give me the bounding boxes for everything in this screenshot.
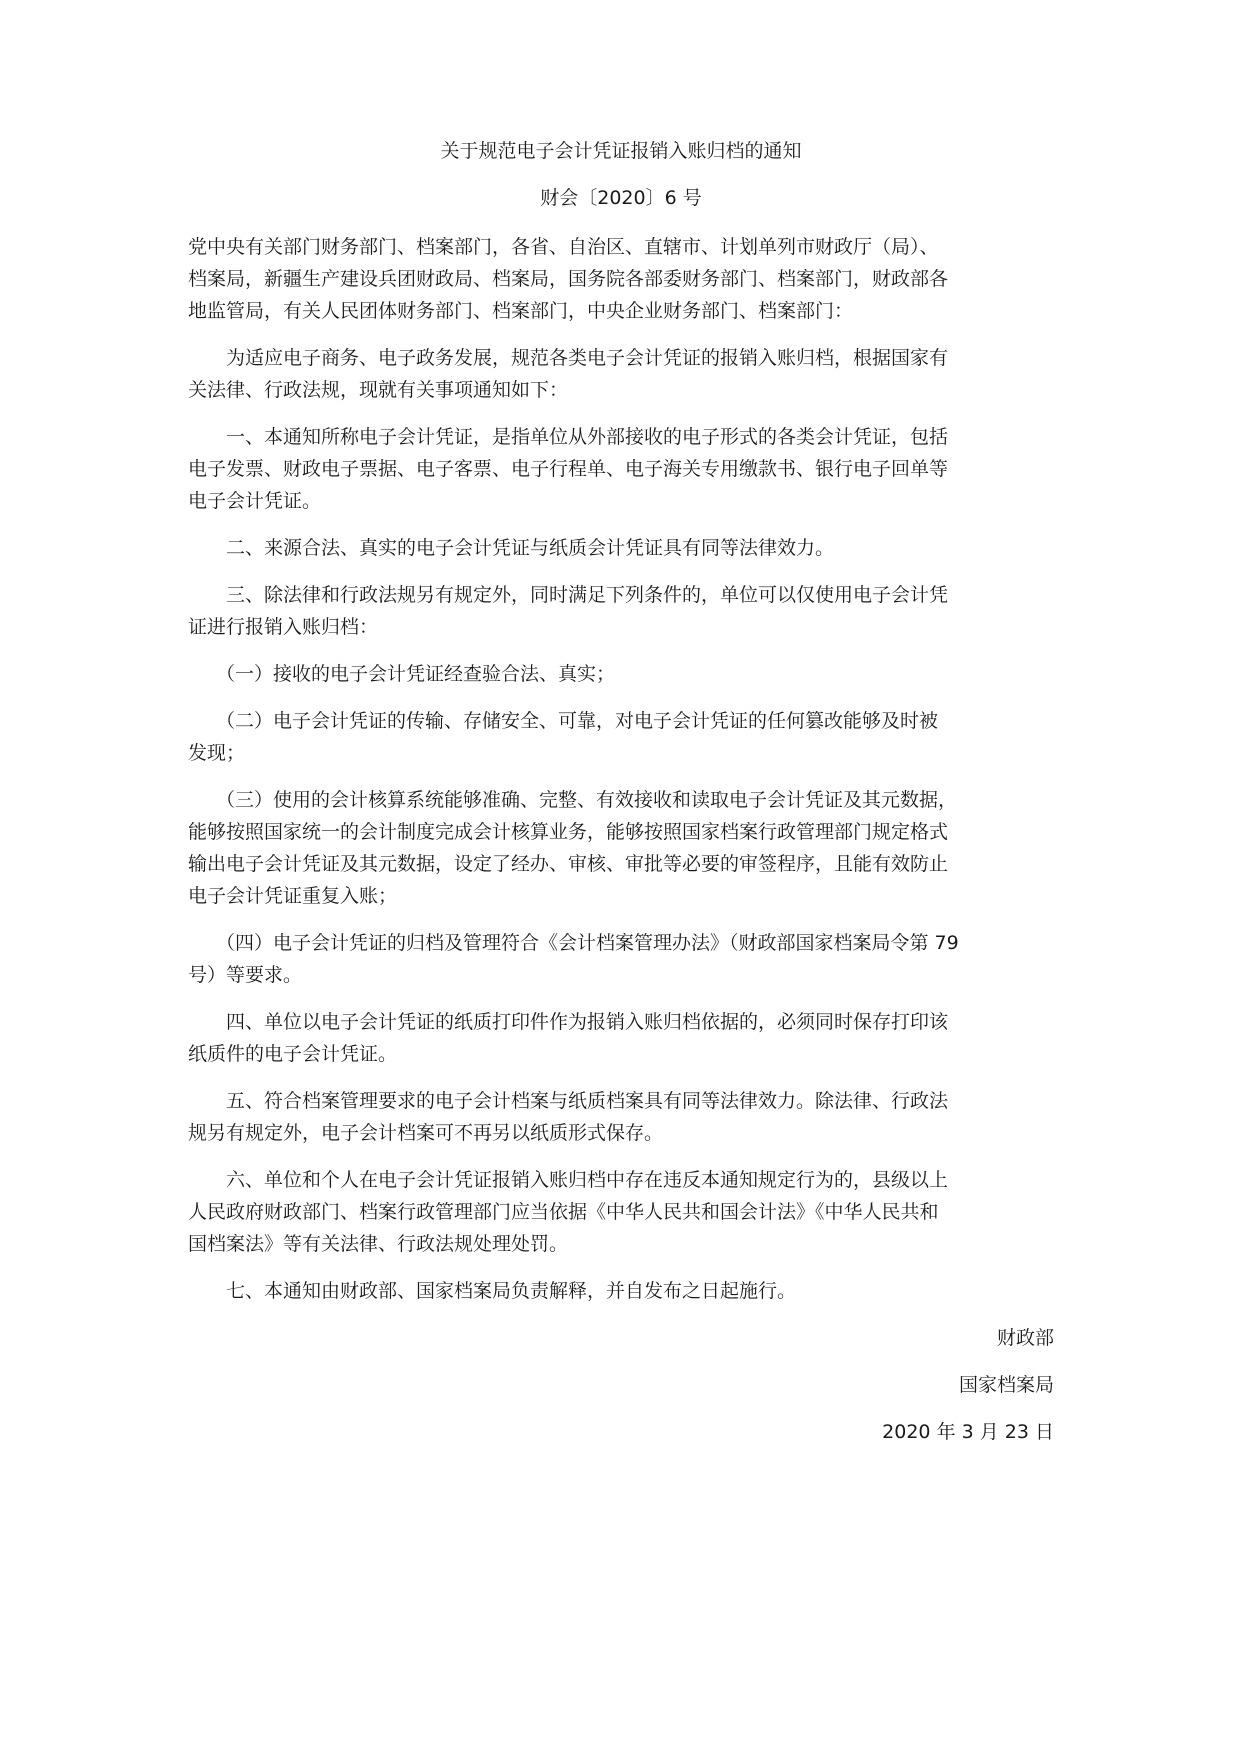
issuer-national-archives: 国家档案局 bbox=[958, 1374, 1054, 1396]
item6-line: 国档案法》等有关法律、行政法规处理处罚。 bbox=[188, 1233, 569, 1255]
item3-line: 证进行报销入账归档： bbox=[188, 616, 379, 638]
item4-line: 四、单位以电子会计凭证的纸质打印件作为报销入账归档依据的，必须同时保存打印该 bbox=[226, 1011, 949, 1033]
item7-line: 七、本通知由财政部、国家档案局负责解释，并自发布之日起施行。 bbox=[226, 1280, 797, 1302]
condition4-line: 号）等要求。 bbox=[188, 964, 303, 986]
document-title: 关于规范电子会计凭证报销入账归档的通知 bbox=[440, 140, 802, 162]
condition2-line: 发现； bbox=[188, 742, 246, 764]
issue-date: 2020 年 3 月 23 日 bbox=[882, 1421, 1054, 1443]
item4-line: 纸质件的电子会计凭证。 bbox=[188, 1043, 398, 1065]
addressees-line: 档案局，新疆生产建设兵团财政局、档案局，国务院各部委财务部门、档案部门，财政部各 bbox=[188, 268, 949, 290]
item1-line: 电子会计凭证。 bbox=[188, 490, 322, 512]
item5-line: 五、符合档案管理要求的电子会计档案与纸质档案具有同等法律效力。除法律、行政法 bbox=[226, 1090, 949, 1112]
condition3-line: 输出电子会计凭证及其元数据，设定了经办、审核、审批等必要的审签程序，且能有效防止 bbox=[188, 853, 949, 875]
item1-line: 一、本通知所称电子会计凭证，是指单位从外部接收的电子形式的各类会计凭证，包括 bbox=[226, 426, 949, 448]
condition2-line: （二）电子会计凭证的传输、存储安全、可靠，对电子会计凭证的任何篡改能够及时被 bbox=[216, 710, 939, 732]
condition3-line: 电子会计凭证重复入账； bbox=[188, 885, 398, 907]
condition3-line: 能够按照国家统一的会计制度完成会计核算业务，能够按照国家档案行政管理部门规定格式 bbox=[188, 821, 949, 843]
condition4-line: （四）电子会计凭证的归档及管理符合《会计档案管理办法》（财政部国家档案局令第 79 bbox=[216, 932, 959, 954]
intro-line: 关法律、行政法规，现就有关事项通知如下： bbox=[188, 379, 569, 401]
condition3-line: （三）使用的会计核算系统能够准确、完整、有效接收和读取电子会计凭证及其元数据， bbox=[216, 789, 958, 811]
item2-line: 二、来源合法、真实的电子会计凭证与纸质会计凭证具有同等法律效力。 bbox=[226, 537, 835, 559]
issuer-ministry-of-finance: 财政部 bbox=[996, 1327, 1054, 1349]
item1-line: 电子发票、财政电子票据、电子客票、电子行程单、电子海关专用缴款书、银行电子回单等 bbox=[188, 458, 949, 480]
document-number: 财会〔2020〕6 号 bbox=[540, 187, 702, 209]
item3-line: 三、除法律和行政法规另有规定外，同时满足下列条件的，单位可以仅使用电子会计凭 bbox=[226, 584, 949, 606]
addressees-line: 地监管局，有关人民团体财务部门、档案部门，中央企业财务部门、档案部门： bbox=[188, 300, 854, 322]
item6-line: 人民政府财政部门、档案行政管理部门应当依据《中华人民共和国会计法》《中华人民共和 bbox=[188, 1201, 939, 1223]
addressees-line: 党中央有关部门财务部门、档案部门，各省、自治区、直辖市、计划单列市财政厅（局）、 bbox=[188, 236, 939, 258]
condition1-line: （一）接收的电子会计凭证经查验合法、真实； bbox=[216, 663, 616, 685]
intro-line: 为适应电子商务、电子政务发展，规范各类电子会计凭证的报销入账归档，根据国家有 bbox=[226, 347, 949, 369]
item6-line: 六、单位和个人在电子会计凭证报销入账归档中存在违反本通知规定行为的，县级以上 bbox=[226, 1169, 949, 1191]
item5-line: 规另有规定外，电子会计档案可不再另以纸质形式保存。 bbox=[188, 1122, 664, 1144]
